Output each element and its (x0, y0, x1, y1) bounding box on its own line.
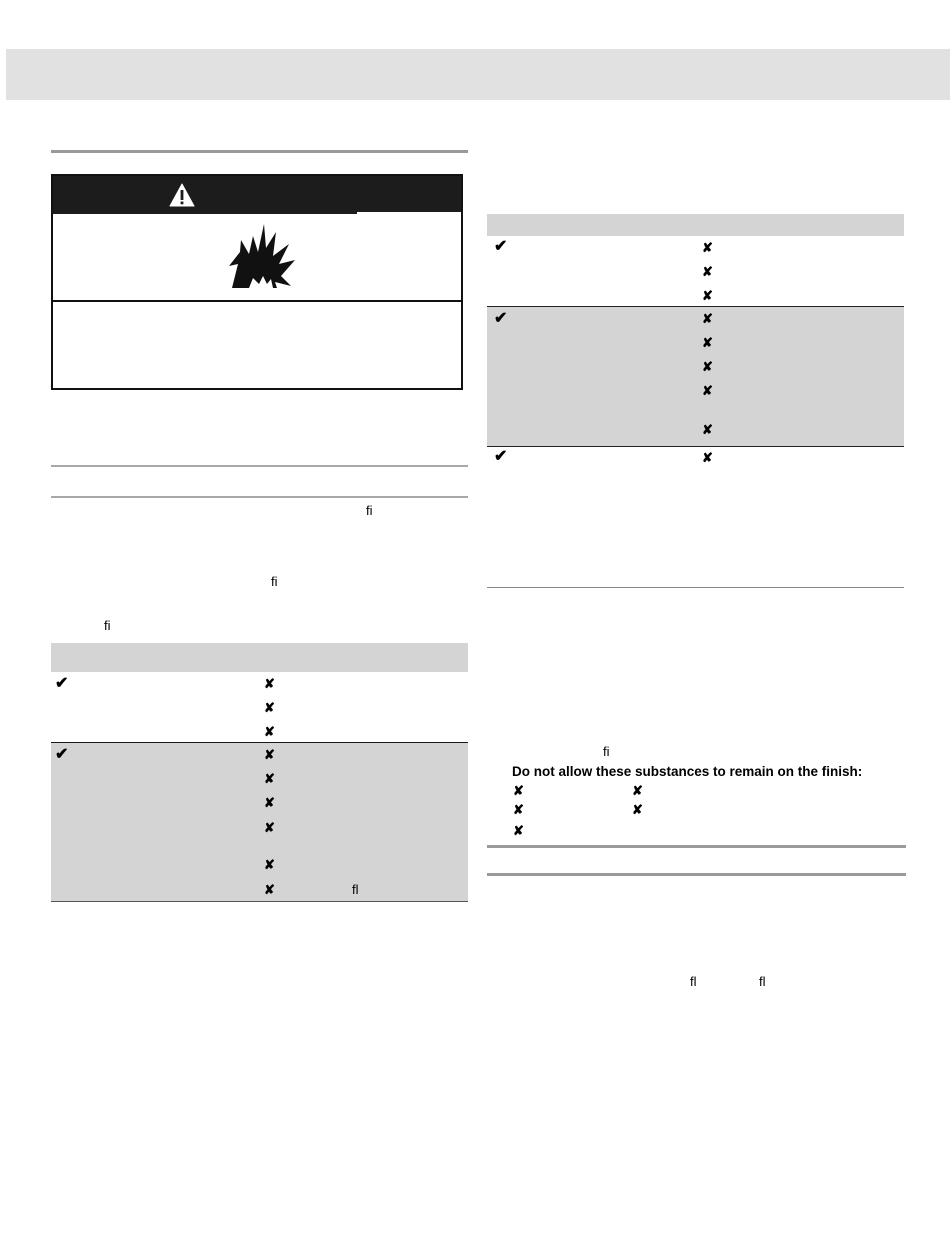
section-rule (51, 465, 468, 467)
check-icon: ✔ (494, 238, 508, 255)
cross-icon: ✘ (264, 771, 275, 786)
table-header (51, 643, 468, 672)
warning-pictogram-row (53, 214, 461, 302)
fi-ligature: fi (104, 618, 111, 633)
table-bottom-rule (51, 901, 468, 902)
cross-icon: ✘ (513, 802, 524, 817)
fi-ligature: fi (603, 744, 610, 759)
section-rule (51, 150, 468, 153)
cross-icon: ✘ (264, 676, 275, 691)
cross-icon: ✘ (264, 724, 275, 739)
explosion-icon (229, 224, 295, 290)
table-row-shaded (487, 307, 904, 446)
cross-icon: ✘ (702, 311, 713, 326)
cross-icon: ✘ (702, 422, 713, 437)
check-icon: ✔ (55, 746, 69, 763)
cross-icon: ✘ (702, 359, 713, 374)
check-icon: ✔ (494, 310, 508, 327)
fl-ligature: fl (759, 974, 766, 989)
table-row-divider (487, 446, 904, 447)
section-rule (487, 845, 906, 848)
cross-icon: ✘ (702, 264, 713, 279)
check-icon: ✔ (55, 675, 69, 692)
cross-icon: ✘ (513, 783, 524, 798)
cross-icon: ✘ (702, 288, 713, 303)
cross-icon: ✘ (264, 820, 275, 835)
warning-header (53, 176, 461, 214)
cross-icon: ✘ (702, 450, 713, 465)
warning-box (51, 174, 463, 390)
cross-icon: ✘ (513, 823, 524, 838)
warning-triangle-icon (169, 183, 195, 207)
header-band (6, 49, 950, 100)
cross-icon: ✘ (264, 857, 275, 872)
cross-icon: ✘ (264, 882, 275, 897)
fl-ligature: fl (352, 882, 359, 897)
fi-ligature: fi (271, 574, 278, 589)
cross-icon: ✘ (264, 795, 275, 810)
table-row-shaded (51, 743, 468, 901)
cross-icon: ✘ (702, 383, 713, 398)
cross-icon: ✘ (264, 700, 275, 715)
section-rule (487, 873, 906, 876)
fi-ligature: fi (366, 503, 373, 518)
cross-icon: ✘ (264, 747, 275, 762)
cross-icon: ✘ (702, 335, 713, 350)
fl-ligature: fl (690, 974, 697, 989)
cross-icon: ✘ (632, 783, 643, 798)
finish-warning-heading: Do not allow these substances to remain on the finish: (512, 764, 863, 779)
section-rule (487, 587, 904, 588)
check-icon: ✔ (494, 448, 508, 465)
section-rule (51, 496, 468, 498)
cross-icon: ✘ (632, 802, 643, 817)
cross-icon: ✘ (702, 240, 713, 255)
table-header (487, 214, 904, 236)
